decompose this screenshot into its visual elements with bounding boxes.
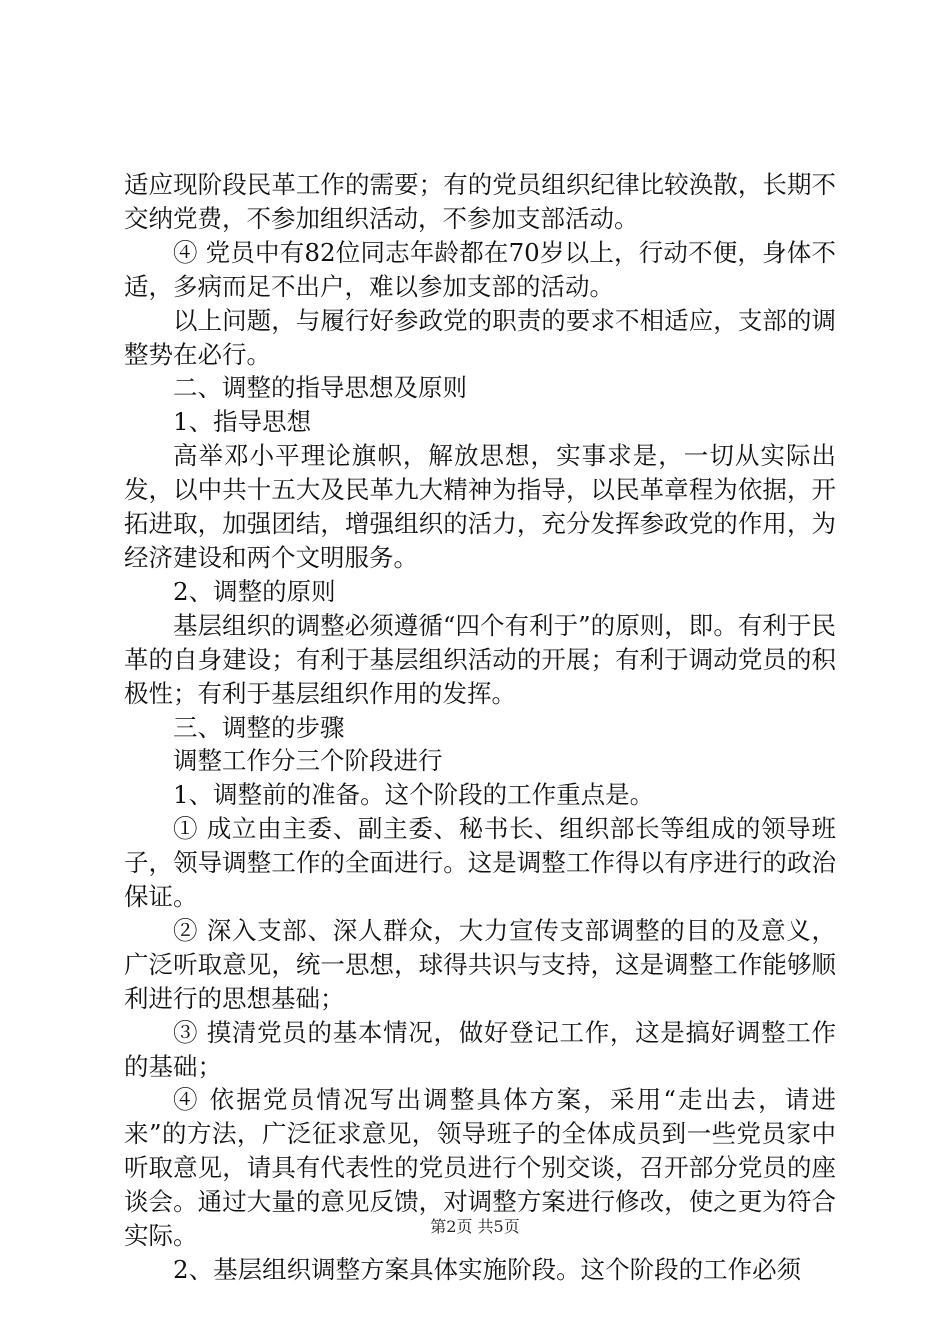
paragraph: 调整工作分三个阶段进行 — [173, 746, 443, 776]
list-item: ② 深入支部、深人群众，大力宣传支部调整的目的及意义，广泛听取意见，统一思想，球得共识与支持，这是调整工作能够顺利进行的思想基础； — [124, 915, 836, 1013]
page-number: 第2页 共5页 — [430, 1217, 520, 1236]
subsection-heading: 2、调整的原则 — [173, 576, 336, 606]
list-item: ③ 摸清党员的基本情况，做好登记工作，这是搞好调整工作的基础； — [124, 1017, 836, 1081]
section-heading: 三、调整的步骤 — [173, 712, 345, 742]
section-heading: 二、调整的指导思想及原则 — [173, 373, 467, 403]
paragraph: 高举邓小平理论旗帜，解放思想，实事求是，一切从实际出发，以中共十五大及民革九大精神为指导，以民革章程为依据，开拓进取，加强团结，增强组织的活力，充分发挥参政党的作用，为经济建设和两个文明服务。 — [124, 441, 836, 572]
paragraph: ④ 党员中有82位同志年龄都在70岁以上，行动不便，身体不适，多病而足不出户，难以参加支部的活动。 — [124, 237, 836, 301]
list-item: ④ 依据党员情况写出调整具体方案，采用“走出去，请进来”的方法，广泛征求意见，领导班子的全体成员到一些党员家中听取意见，请具有代表性的党员进行个别交谈，召开部分党员的座谈会。通过大量的意见反馈，对调整方案进行修改，使之更为符合实际。 — [124, 1085, 836, 1251]
paragraph: 以上问题，与履行好参政党的职责的要求不相适应，支部的调整势在必行。 — [124, 305, 836, 369]
list-item: ① 成立由主委、副主委、秘书长、组织部长等组成的领导班子，领导调整工作的全面进行。这是调整工作得以有序进行的政治保证。 — [124, 814, 836, 912]
paragraph: 2、基层组织调整方案具体实施阶段。这个阶段的工作必须 — [173, 1255, 802, 1284]
subsection-heading: 1、指导思想 — [173, 407, 312, 437]
paragraph: 适应现阶段民革工作的需要；有的党员组织纪律比较涣散，长期不交纳党费，不参加组织活动，不参加支部活动。 — [124, 170, 836, 233]
paragraph: 1、调整前的准备。这个阶段的工作重点是。 — [173, 780, 655, 810]
document-body — [124, 168, 836, 1287]
paragraph: 基层组织的调整必须遵循“四个有利于”的原则，即。有利于民革的自身建设；有利于基层组织活动的开展；有利于调动党员的积极性；有利于基层组织作用的发挥。 — [124, 610, 836, 708]
